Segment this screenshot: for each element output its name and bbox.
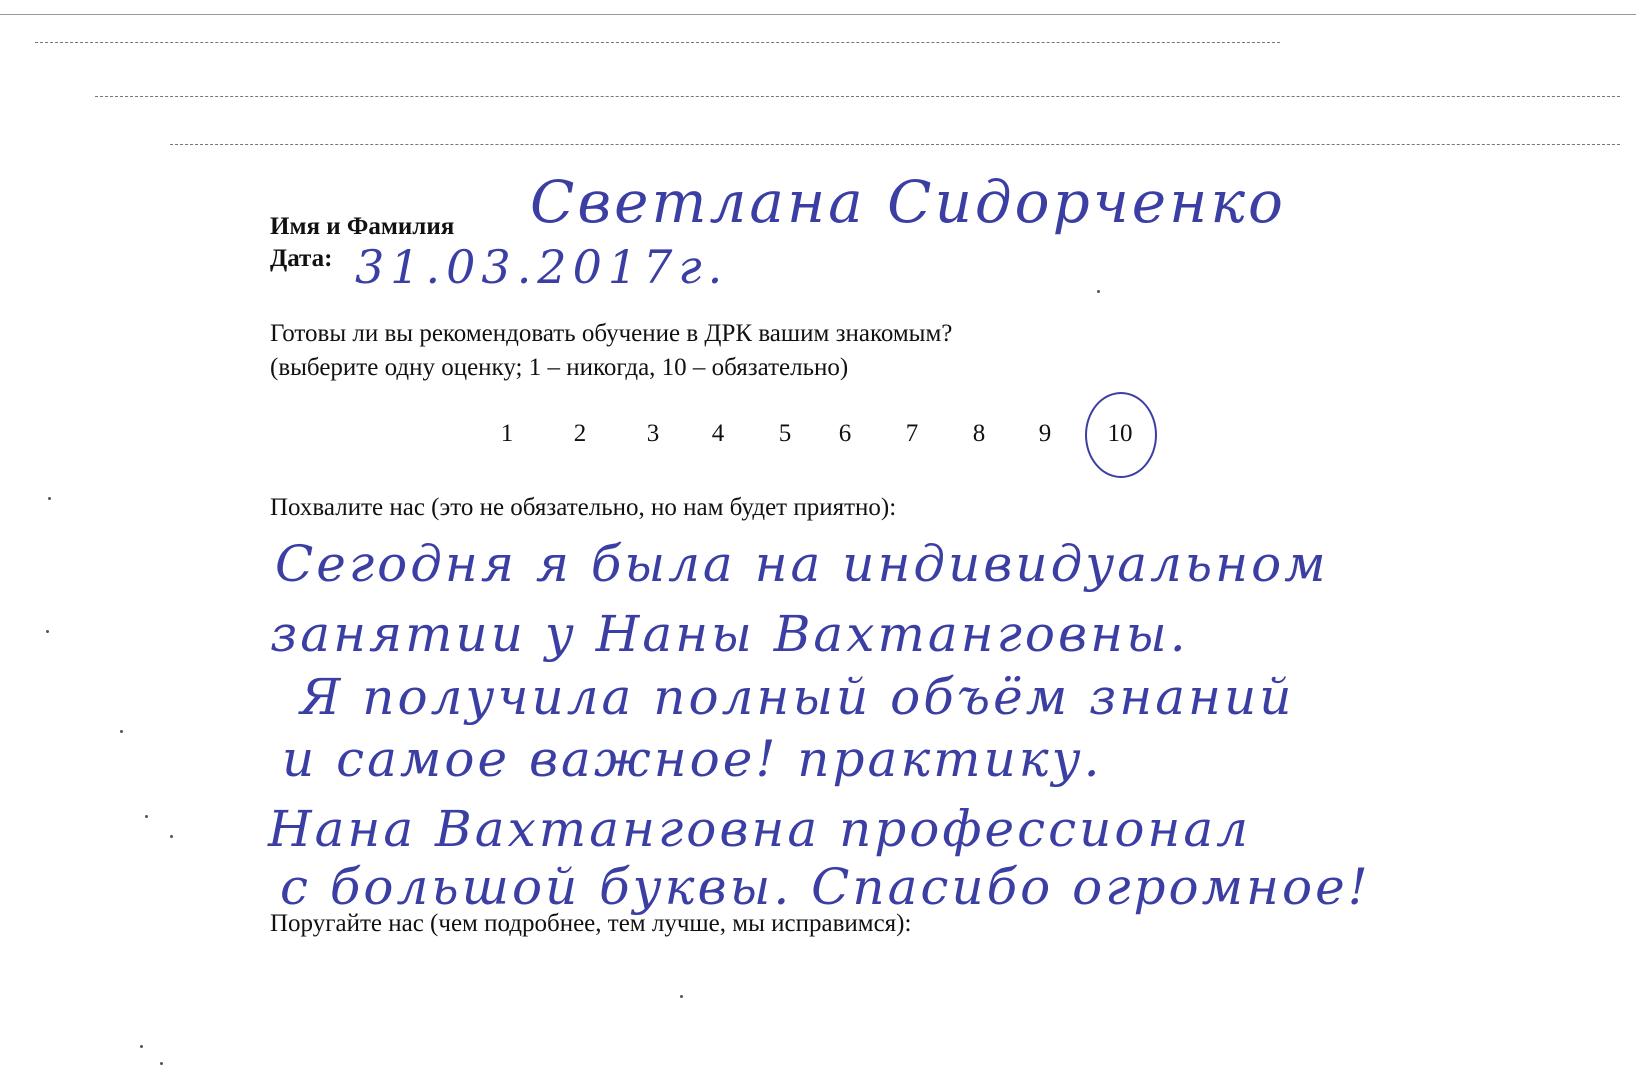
scan-speck <box>160 1062 163 1065</box>
scale-option-1: 1 <box>500 420 514 447</box>
praise-line-2: занятии у Наны Вахтанговны. <box>270 605 1189 663</box>
praise-prompt: Похвалите нас (это не обязательно, но нам будет приятно): <box>270 494 897 521</box>
praise-line-6: с большой буквы. Спасибо огромное! <box>280 858 1371 916</box>
criticism-prompt: Поругайте нас (чем подробнее, тем лучше, мы исправимся): <box>270 910 912 937</box>
praise-line-4: и самое важное! практику. <box>282 730 1103 788</box>
scan-top-edge <box>0 14 1636 15</box>
scan-speck <box>46 630 49 633</box>
scan-rule-3 <box>170 144 1620 145</box>
scale-option-10: 10 <box>1107 420 1133 447</box>
scale-option-4: 4 <box>711 420 725 447</box>
name-label: Имя и Фамилия <box>270 213 455 240</box>
scale-option-8: 8 <box>972 420 986 447</box>
recommend-hint: (выберите одну оценку; 1 – никогда, 10 – обязательно) <box>270 354 849 381</box>
scale-option-7: 7 <box>905 420 919 447</box>
scan-speck <box>145 815 148 818</box>
praise-line-5: Нана Вахтанговна профессионал <box>268 800 1251 858</box>
handwritten-date: 31.03.2017г. <box>355 240 729 294</box>
date-label: Дата: <box>270 245 333 272</box>
praise-line-1: Сегодня я была на индивидуальном <box>275 535 1329 593</box>
scale-option-5: 5 <box>778 420 792 447</box>
scale-option-3: 3 <box>646 420 660 447</box>
scan-speck <box>140 1045 143 1048</box>
scan-speck <box>48 497 51 500</box>
scale-option-9: 9 <box>1038 420 1052 447</box>
scan-speck <box>680 995 683 998</box>
handwritten-name: Светлана Сидорченко <box>530 168 1286 236</box>
recommend-question: Готовы ли вы рекомендовать обучение в ДРК вашим знакомым? <box>270 320 953 347</box>
scan-speck <box>170 835 173 838</box>
selected-score-circle <box>1085 392 1157 478</box>
scan-rule-1 <box>35 42 1280 43</box>
praise-line-3: Я получила полный объём знаний <box>300 668 1295 726</box>
scan-speck <box>120 730 123 733</box>
rating-scale <box>0 420 1636 460</box>
scale-option-2: 2 <box>573 420 587 447</box>
scan-speck <box>1097 290 1100 293</box>
scan-rule-2 <box>95 96 1620 97</box>
scale-option-6: 6 <box>838 420 852 447</box>
